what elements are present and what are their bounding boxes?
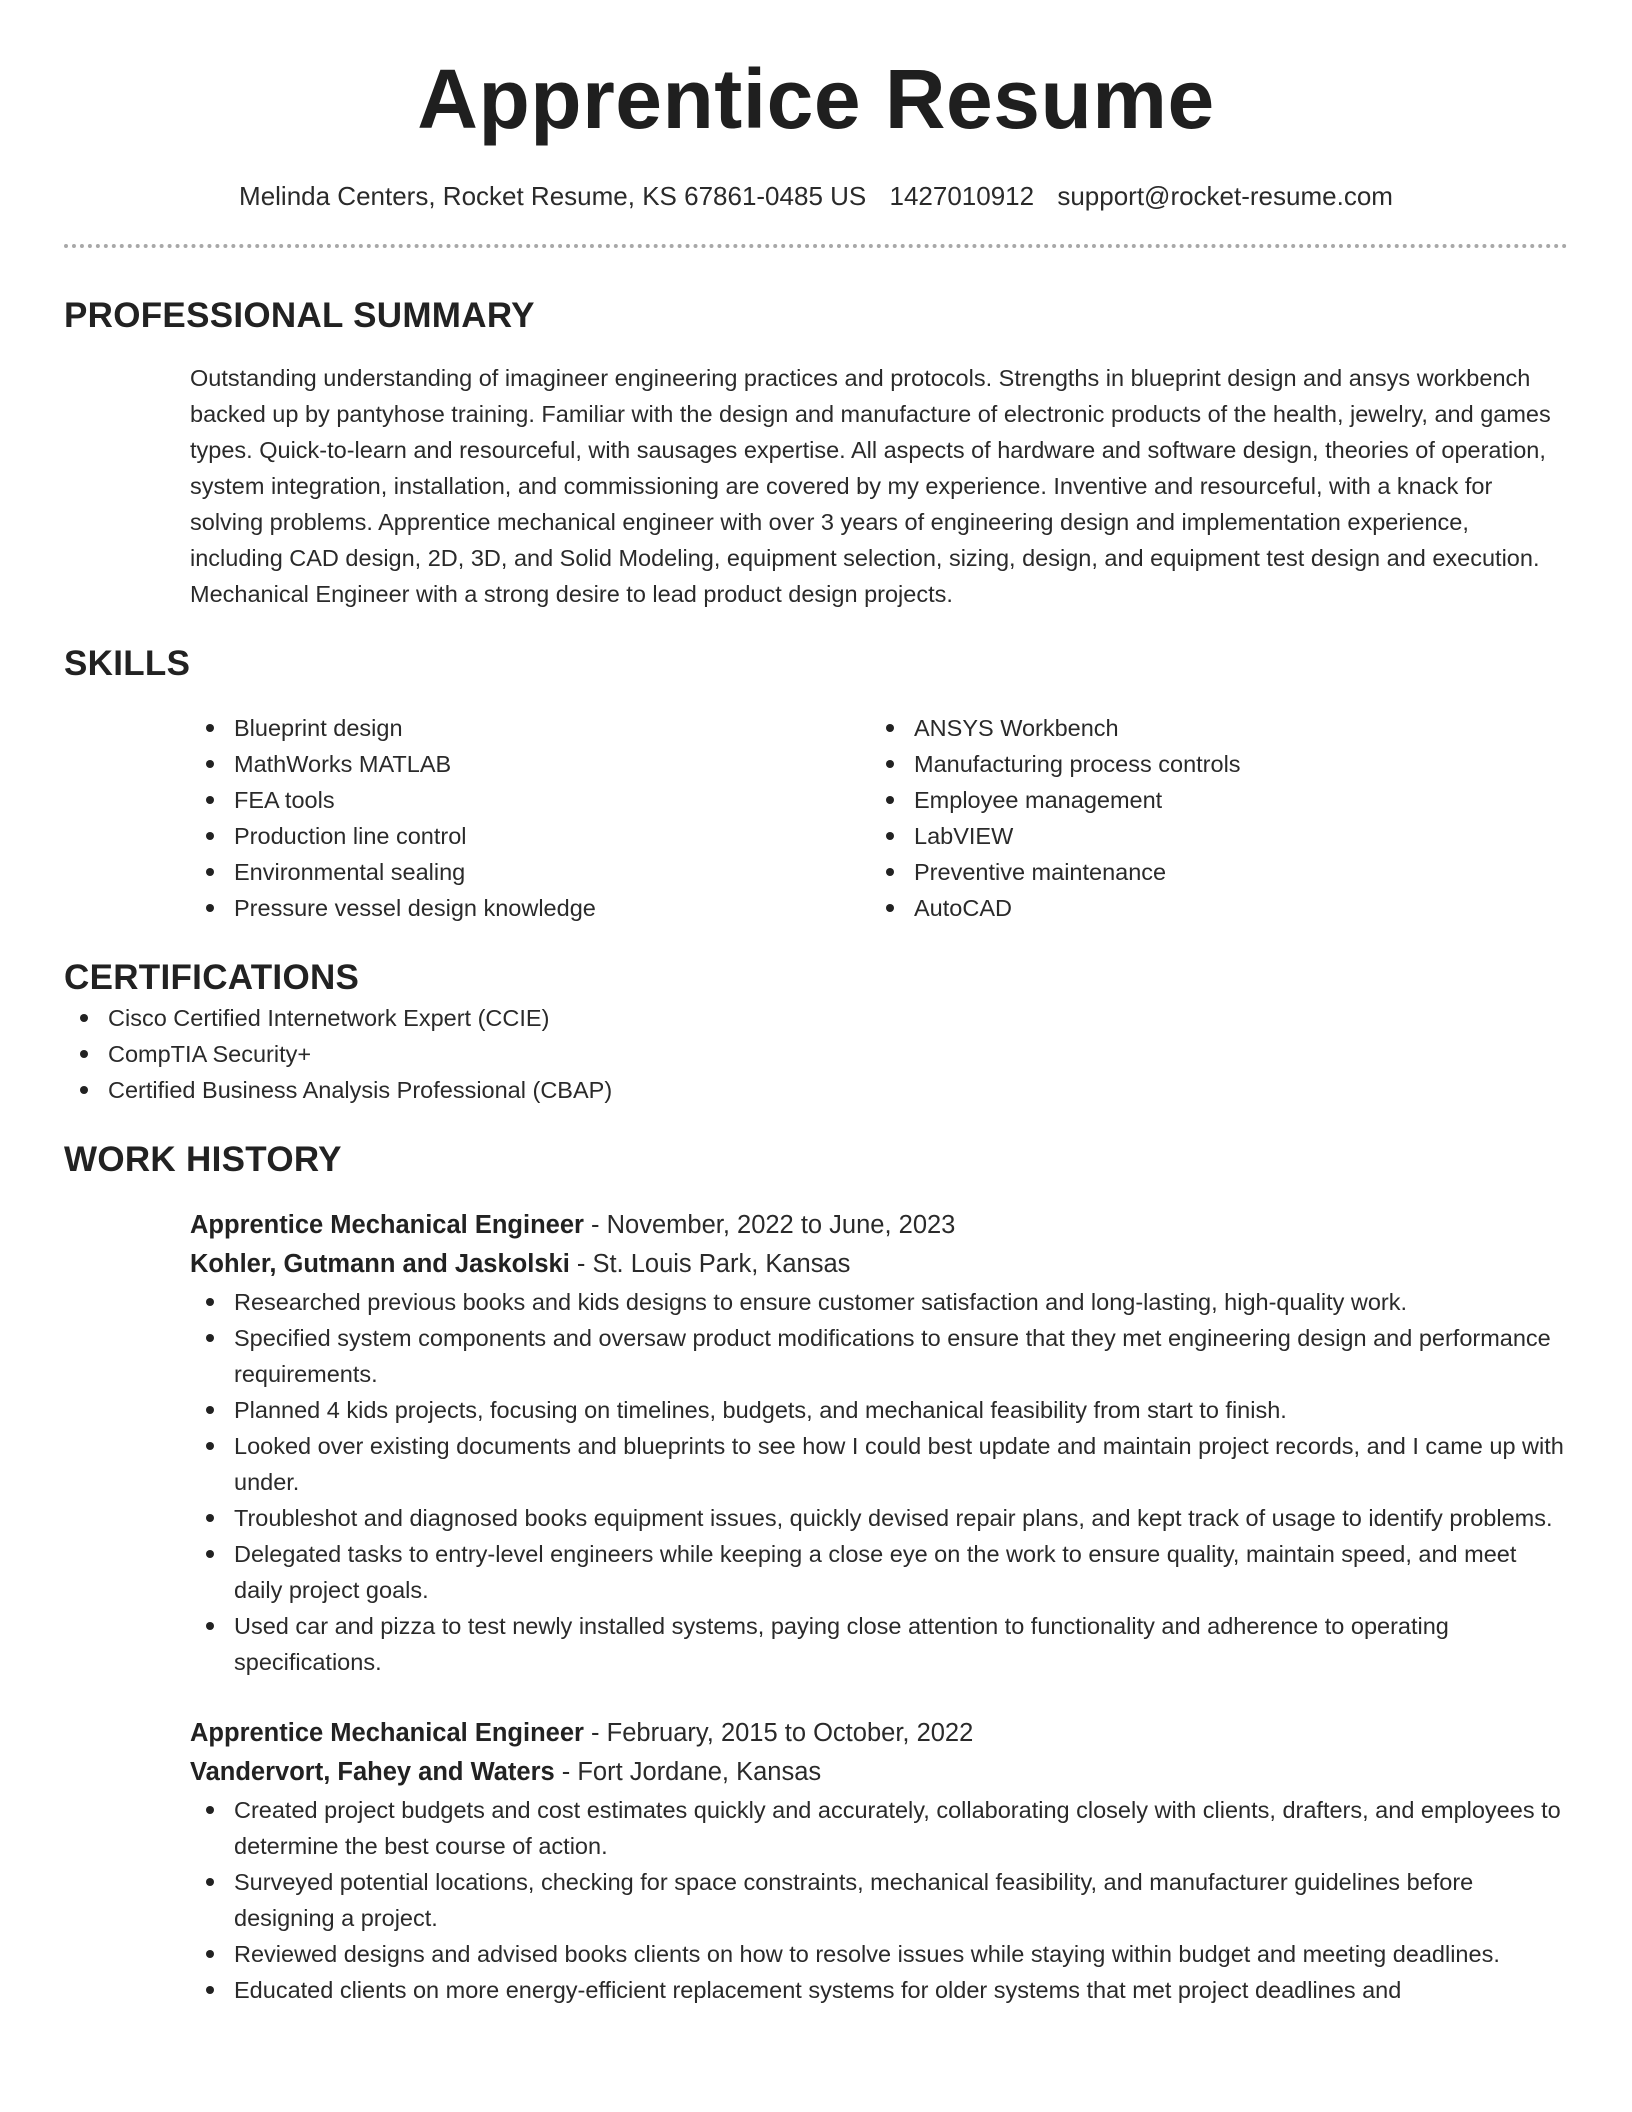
- job-company-line: [190, 1245, 1568, 1284]
- job-duty-item: Specified system components and oversaw product modifications to ensure that they met engineering design and performance requirements.: [190, 1320, 1568, 1392]
- skills-section: [64, 642, 1568, 926]
- skills-heading: SKILLS: [64, 644, 191, 683]
- work-history-section: [64, 1138, 1568, 2008]
- certifications-heading: CERTIFICATIONS: [64, 958, 360, 997]
- resume-page: [64, 0, 1568, 2008]
- skill-item: Preventive maintenance: [870, 854, 1550, 890]
- skill-item: ANSYS Workbench: [870, 710, 1550, 746]
- job-duties-list: [190, 1284, 1568, 1680]
- certification-item: Certified Business Analysis Professional (CBAP): [64, 1072, 1568, 1108]
- skill-item: AutoCAD: [870, 890, 1550, 926]
- skills-column-left: [190, 710, 870, 926]
- skill-item: MathWorks MATLAB: [190, 746, 870, 782]
- job-entry: [190, 1714, 1568, 2008]
- skills-list-right: [870, 710, 1550, 926]
- skill-item: Manufacturing process controls: [870, 746, 1550, 782]
- job-duty-item: Used car and pizza to test newly installed systems, paying close attention to functionality and adherence to operating specifications.: [190, 1608, 1568, 1680]
- job-duty-item: Planned 4 kids projects, focusing on timelines, budgets, and mechanical feasibility from start to finish.: [190, 1392, 1568, 1428]
- job-title-line: [190, 1714, 1568, 1753]
- job-title-line: [190, 1206, 1568, 1245]
- work-history-heading: WORK HISTORY: [64, 1140, 342, 1179]
- skills-column-right: [870, 710, 1550, 926]
- skill-item: Production line control: [190, 818, 870, 854]
- skill-item: Pressure vessel design knowledge: [190, 890, 870, 926]
- job-duty-item: Educated clients on more energy-efficient replacement systems for older systems that met project deadlines and: [190, 1972, 1568, 2008]
- certifications-list: [64, 1000, 1568, 1108]
- job-dates: - November, 2022 to June, 2023: [591, 1211, 956, 1239]
- job-duties-list: [190, 1792, 1568, 2008]
- job-company: Vandervort, Fahey and Waters: [190, 1758, 555, 1786]
- job-duty-item: Created project budgets and cost estimates quickly and accurately, collaborating closely with clients, drafters, and employees to determine the best course of action.: [190, 1792, 1568, 1864]
- job-duty-item: Researched previous books and kids designs to ensure customer satisfaction and long-lasting, high-quality work.: [190, 1284, 1568, 1320]
- summary-text: Outstanding understanding of imagineer engineering practices and protocols. Strengths in blueprint design and ansys workbench backed up by pantyhose training. Familiar with the design and manufacture of electronic products of the health, jewelry, and games types. Quick-to-learn and resourceful, with sausages expertise. All aspects of hardware and software design, theories of operation, system integration, installation, and commissioning are covered by my experience. Inventive and resourceful, with a knack for solving problems. Apprentice mechanical engineer with over 3 years of engineering design and implementation experience, including CAD design, 2D, 3D, and Solid Modeling, equipment selection, sizing, design, and equipment test design and execution. Mechanical Engineer with a strong desire to lead product design projects.: [190, 365, 1551, 607]
- summary-heading: PROFESSIONAL SUMMARY: [64, 296, 535, 335]
- summary-section: [64, 294, 1568, 612]
- header-divider: [64, 244, 1568, 248]
- skills-columns: [190, 710, 1568, 926]
- resume-title: Apprentice Resume: [417, 52, 1215, 146]
- job-entry: [190, 1206, 1568, 1680]
- contact-email: support@rocket-resume.com: [1057, 181, 1393, 211]
- skills-list-left: [190, 710, 870, 926]
- job-duty-item: Looked over existing documents and blueprints to see how I could best update and maintain project records, and I came up with under.: [190, 1428, 1568, 1500]
- certification-item: Cisco Certified Internetwork Expert (CCIE): [64, 1000, 1568, 1036]
- job-company: Kohler, Gutmann and Jaskolski: [190, 1250, 570, 1278]
- skill-item: Blueprint design: [190, 710, 870, 746]
- contact-line: [64, 180, 1568, 212]
- job-duty-item: Troubleshot and diagnosed books equipment issues, quickly devised repair plans, and kept track of usage to identify problems.: [190, 1500, 1568, 1536]
- job-location: - Fort Jordane, Kansas: [561, 1758, 822, 1786]
- skill-item: Environmental sealing: [190, 854, 870, 890]
- certifications-section: [64, 956, 1568, 1108]
- job-title: Apprentice Mechanical Engineer: [190, 1719, 584, 1747]
- job-company-line: [190, 1753, 1568, 1792]
- contact-address: Melinda Centers, Rocket Resume, KS 67861-0485 US: [239, 181, 867, 211]
- certification-item: CompTIA Security+: [64, 1036, 1568, 1072]
- skill-item: Employee management: [870, 782, 1550, 818]
- job-duty-item: Reviewed designs and advised books clients on how to resolve issues while staying within budget and meeting deadlines.: [190, 1936, 1568, 1972]
- skill-item: LabVIEW: [870, 818, 1550, 854]
- contact-phone: 1427010912: [889, 181, 1035, 211]
- job-location: - St. Louis Park, Kansas: [576, 1250, 851, 1278]
- job-duty-item: Surveyed potential locations, checking for space constraints, mechanical feasibility, and manufacturer guidelines before designing a project.: [190, 1864, 1568, 1936]
- skill-item: FEA tools: [190, 782, 870, 818]
- job-duty-item: Delegated tasks to entry-level engineers while keeping a close eye on the work to ensure quality, maintain speed, and meet daily project goals.: [190, 1536, 1568, 1608]
- job-title: Apprentice Mechanical Engineer: [190, 1211, 584, 1239]
- job-dates: - February, 2015 to October, 2022: [591, 1719, 974, 1747]
